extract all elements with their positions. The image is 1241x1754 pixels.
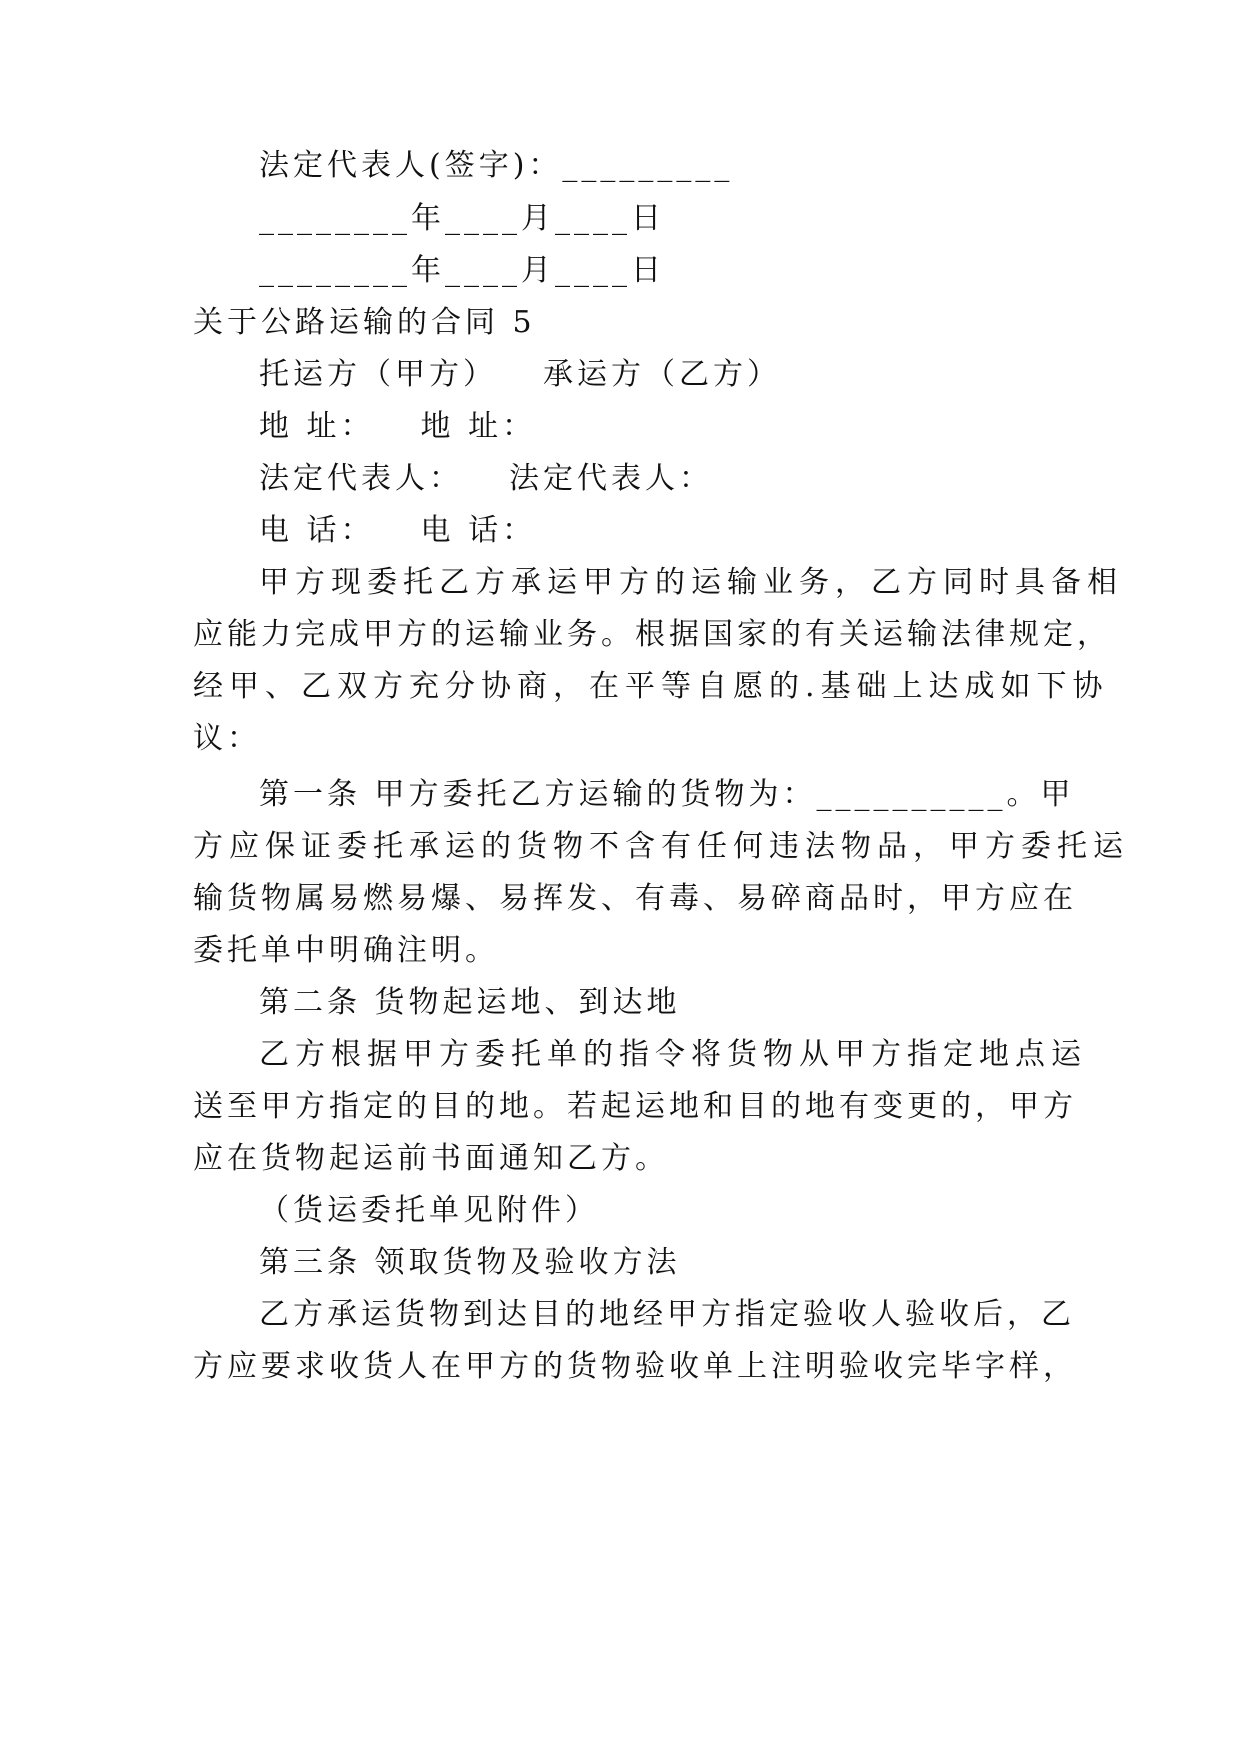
phone-label-a: 电 话：	[259, 513, 375, 548]
article-2-note: （货运委托单见附件）	[259, 1193, 599, 1228]
phone-line	[259, 511, 536, 551]
intro-line: 议：	[193, 721, 261, 756]
article-3-line: 乙方承运货物到达目的地经甲方指定验收人验收后，乙	[259, 1297, 1075, 1332]
address-label-b: 地 址：	[420, 409, 537, 444]
article-1-line: 方应保证委托承运的货物不含有任何违法物品，甲方委托运	[193, 829, 1129, 864]
address-line	[259, 407, 536, 447]
article-2-line: 应在货物起运前书面通知乙方。	[193, 1141, 669, 1176]
signature-rep-line: 法定代表人(签字)：_________	[259, 148, 734, 183]
intro-line: 经甲、乙双方充分协商，在平等自愿的.基础上达成如下协	[193, 669, 1109, 704]
article-1-line: 委托单中明确注明。	[193, 933, 499, 968]
article-3-line: 方应要求收货人在甲方的货物验收单上注明验收完毕字样，	[193, 1349, 1077, 1384]
article-2-line: 乙方根据甲方委托单的指令将货物从甲方指定地点运	[259, 1037, 1087, 1072]
consignor-label: 托运方（甲方）	[259, 357, 497, 392]
article-1-line: 第一条 甲方委托乙方运输的货物为：__________。甲	[259, 777, 1075, 812]
representative-label-a: 法定代表人：	[259, 461, 463, 496]
carrier-label: 承运方（乙方）	[543, 357, 781, 392]
article-1-line: 输货物属易燃易爆、易挥发、有毒、易碎商品时，甲方应在	[193, 881, 1077, 916]
intro-line: 应能力完成甲方的运输业务。根据国家的有关运输法律规定，	[193, 617, 1111, 652]
intro-line: 甲方现委托乙方承运甲方的运输业务，乙方同时具备相	[259, 565, 1123, 600]
representative-label-b: 法定代表人：	[509, 461, 713, 496]
representative-line	[259, 459, 713, 499]
phone-label-b: 电 话：	[420, 513, 537, 548]
article-2-line: 送至甲方指定的目的地。若起运地和目的地有变更的，甲方	[193, 1089, 1077, 1124]
article-3-heading: 第三条 领取货物及验收方法	[259, 1245, 681, 1280]
signature-date-line: ________年____月____日	[259, 253, 665, 288]
article-2-heading: 第二条 货物起运地、到达地	[259, 985, 681, 1020]
parties-line	[259, 355, 781, 395]
contract-title: 关于公路运输的合同 5	[193, 305, 536, 340]
address-label-a: 地 址：	[259, 409, 375, 444]
signature-date-line: ________年____月____日	[259, 201, 665, 236]
